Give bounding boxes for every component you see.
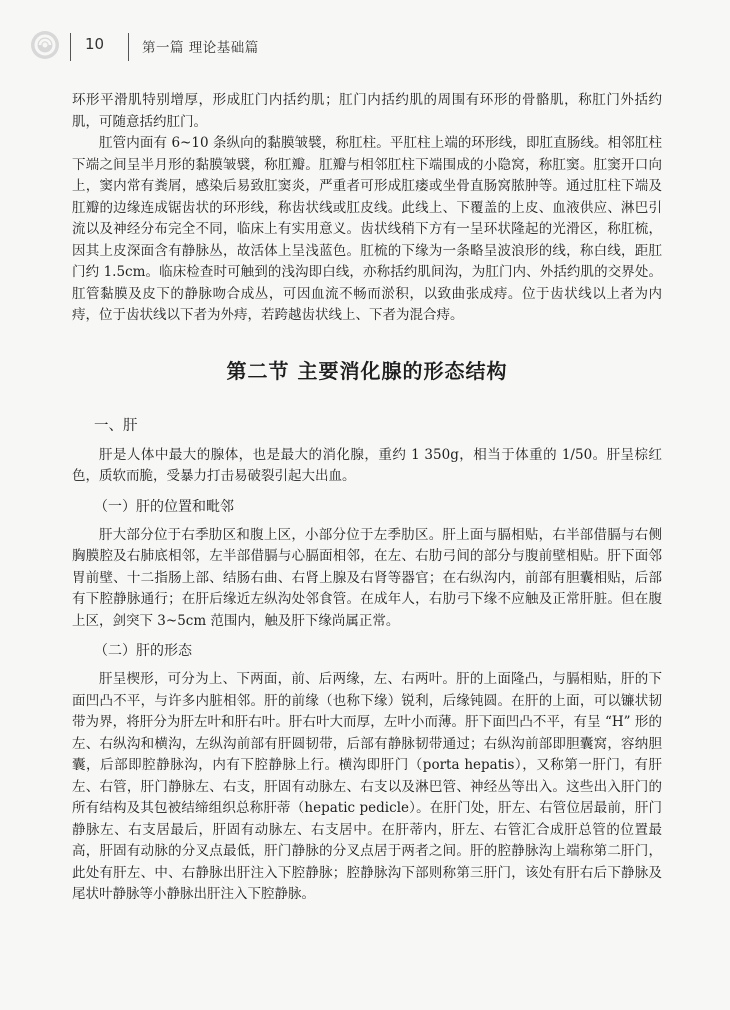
paragraph: 肝呈楔形，可分为上、下两面，前、后两缘，左、右两叶。肝的上面隆凸，与膈相贴，肝的下面凹凸不平，与许多内脏相邻。肝的前缘（也称下缘）锐利，后缘钝圆。在肝的上面，可以镰状韧带为界，将肝分为肝左叶和肝右叶。肝右叶大而厚，左叶小而薄。肝下面凹凸不平，有呈 “H” 形的左、右纵沟和横沟，左纵沟前部有肝圆韧带，后部有静脉韧带通过；右纵沟前部即胆囊窝，容纳胆囊，后部即腔静脉沟，内有下腔静脉上行。横沟即肝门（porta hepatis），又称第一肝门，有肝左、右管，肝门静脉左、右支，肝固有动脉左、右支以及淋巴管、神经丛等出入。这些出入肝门的所有结构及其包被结缔组织总称肝蒂（hepatic pedicle）。在肝门处，肝左、右管位居最前，肝门静脉左、右支居最后，肝固有动脉左、右支居中。在肝蒂内，肝左、右管汇合成肝总管的位置最高，肝固有动脉的分叉点最低，肝门静脉的分叉点居于两者之间。肝的腔静脉沟上端称第二肝门，此处有肝左、中、右静脉出肝注入下腔静脉；腔静脉沟下部则称第三肝门，该处有肝右后下静脉及尾状叶静脉等小静脉出肝注入下腔静脉。 bbox=[72, 671, 662, 902]
chapter-title: 第一篇 理论基础篇 bbox=[142, 40, 259, 56]
page-body bbox=[72, 90, 662, 906]
heading-liver-shape: （二）肝的形态 bbox=[94, 643, 192, 659]
book-logo-icon bbox=[30, 30, 60, 60]
paragraph: 肝是人体中最大的腺体，也是最大的消化腺，重约 1 350g，相当于体重的 1/50。肝呈棕红色，质软而脆，受暴力打击易破裂引起大出血。 bbox=[72, 446, 662, 484]
paragraph: 肝大部分位于右季肋区和腹上区，小部分位于左季肋区。肝上面与膈相贴，右半部借膈与右侧胸膜腔及右肺底相邻，左半部借膈与心膈面相邻，在左、右肋弓间的部分与腹前壁相贴。肝下面邻胃前壁、十二指肠上部、结肠右曲、右肾上腺及右肾等器官；在右纵沟内，前部有胆囊相贴，后部有下腔静脉通行；在肝后缘近左纵沟处邻食管。在成年人，右肋弓下缘不应触及正常肝脏。但在腹上区，剑突下 3~5cm 范围内，触及肝下缘尚属正常。 bbox=[72, 526, 662, 629]
heading-liver-position: （一）肝的位置和毗邻 bbox=[94, 498, 234, 515]
page-header bbox=[0, 0, 730, 80]
section-title: 第二节 主要消化腺的形态结构 bbox=[226, 358, 508, 383]
paragraph: 肛管内面有 6~10 条纵向的黏膜皱襞，称肛柱。平肛柱上端的环形线，即肛直肠线。相邻肛柱下端之间呈半月形的黏膜皱襞，称肛瓣。肛瓣与相邻肛柱下端围成的小隐窝，称肛窦。肛窦开口向上，窦内常有粪屑，感染后易致肛窦炎，严重者可形成肛瘘或坐骨直肠窝脓肿等。通过肛柱下端及肛瓣的边缘连成锯齿状的环形线，称齿状线或肛皮线。此线上、下覆盖的上皮、血液供应、淋巴引流以及神经分布完全不同，临床上有实用意义。齿状线稍下方有一呈环状隆起的光滑区，称肛梳，因其上皮深面含有静脉丛，故活体上呈浅蓝色。肛梳的下缘为一条略呈波浪形的线，称白线，距肛门约 1.5cm。临床检查时可触到的浅沟即白线，亦称括约肌间沟，为肛门内、外括约肌的交界处。肛管黏膜及皮下的静脉吻合成丛，可因血流不畅而淤积，以致曲张成痔。位于齿状线以上者为内痔，位于齿状线以下者为外痔，若跨越齿状线上、下者为混合痔。 bbox=[72, 135, 662, 323]
header-divider-2 bbox=[128, 33, 129, 61]
page-number: 10 bbox=[85, 35, 105, 53]
heading-liver: 一、肝 bbox=[94, 417, 138, 434]
paragraph: 环形平滑肌特别增厚，形成肛门内括约肌；肛门内括约肌的周围有环形的骨骼肌，称肛门外括约肌，可随意括约肛门。 bbox=[72, 92, 662, 130]
header-divider bbox=[70, 33, 71, 61]
